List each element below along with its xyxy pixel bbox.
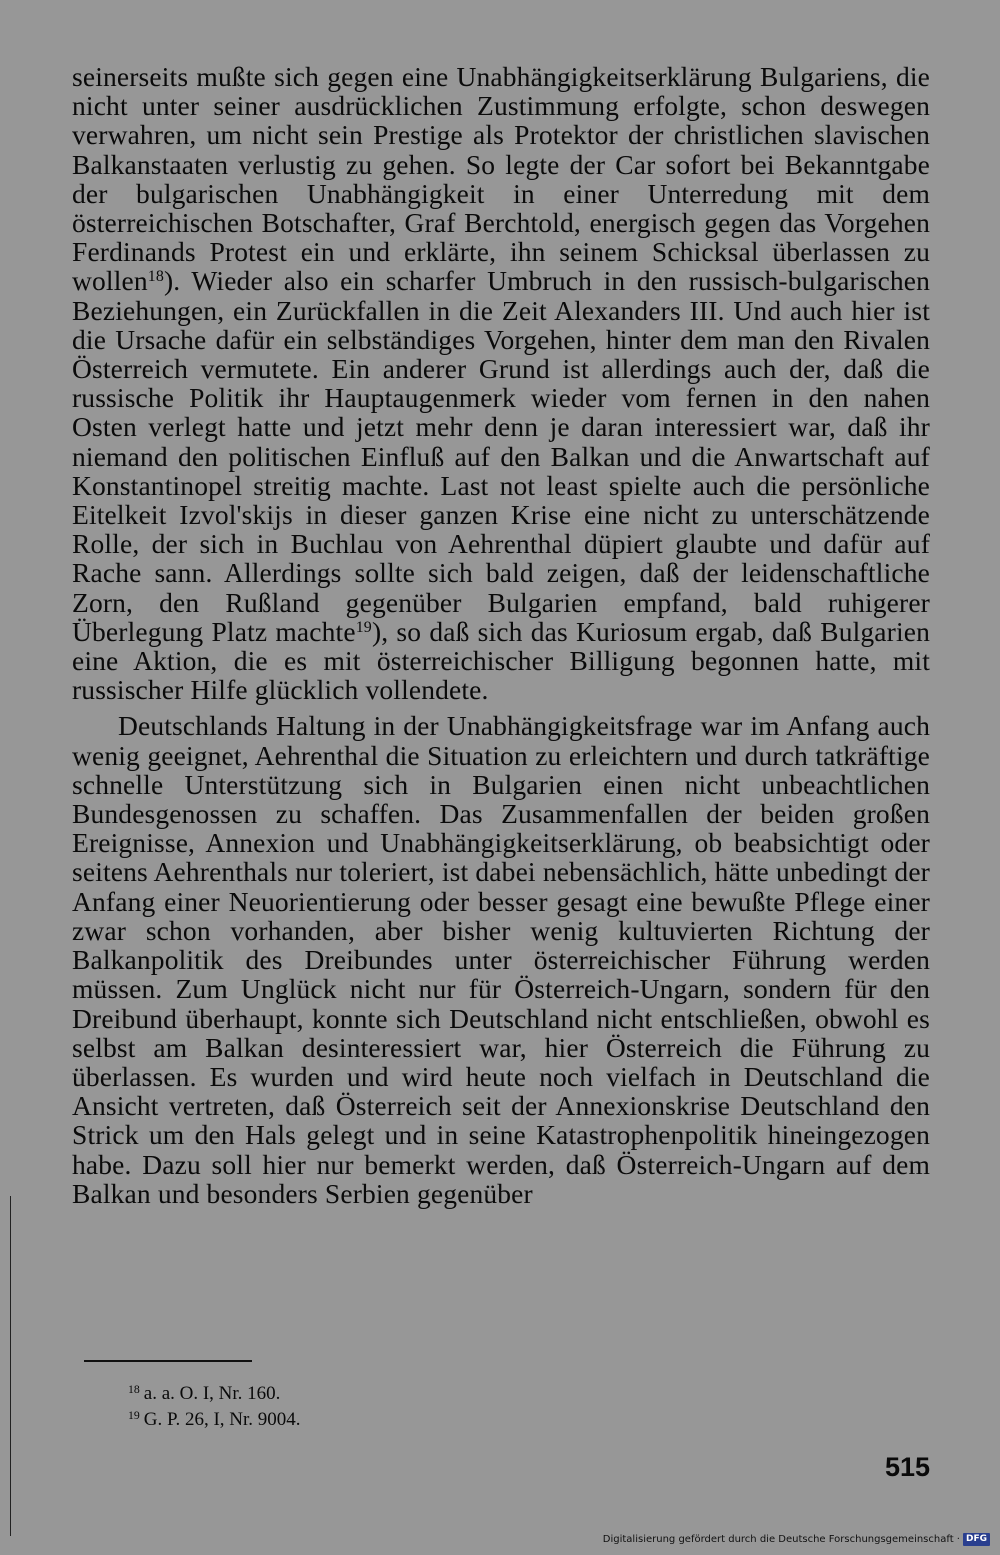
footnote-separator	[84, 1360, 252, 1362]
footnote-18	[128, 1381, 301, 1407]
digitization-credit	[603, 1531, 990, 1547]
paragraph-1-part-1: seinerseits mußte sich gegen eine Unabhängigkeitserklärung Bulgariens, die nicht unter seiner ausdrücklichen Zustimmung erfolgte, schon deswegen verwahren, um nicht sein Prestige als Protektor der christlichen slavischen Balkanstaaten verlustig zu gehen. So legte der Car sofort bei Bekanntgabe der bulgarischen Unabhängigkeit in einer Unterredung mit dem österreichischen Botschafter, Graf Berchtold, energisch gegen das Vorgehen Ferdinands Protest ein und erklärte, ihn seinem Schicksal überlassen zu wollen	[72, 61, 930, 297]
footnote-ref-19[interactable]: 19	[355, 619, 372, 637]
paragraph-2: Deutschlands Haltung in der Unabhängigkeitsfrage war im Anfang auch wenig geeignet, Aehrenthal die Situation zu erleichtern und durch tatkräftige schnelle Unterstützung sich in Bulgarien einen nicht unbeachtlichen Bundesgenossen zu schaffen. Das Zusammenfallen der beiden großen Ereignisse, Annexion und Unabhängigkeitserklärung, ob beabsichtigt oder seitens Aehrenthals nur toleriert, ist dabei nebensächlich, hätte unbedingt der Anfang einer Neuorientierung oder besser gesagt eine bewußte Pflege einer zwar schon vorhanden, aber bisher wenig kultuvierten Richtung der Balkanpolitik des Dreibundes unter österreichischer Führung werden müssen. Zum Unglück nicht nur für Österreich-Ungarn, sondern für den Dreibund überhaupt, konnte sich Deutschland nicht entschließen, obwohl es selbst am Balkan desinteressiert war, hier Österreich die Führung zu überlassen. Es wurden und wird heute noch vielfach in Deutschland die Ansicht vertreten, daß Österreich seit der Annexionskrise Deutschland den Strick um den Hals gelegt und in seine Katastrophenpolitik hineingezogen habe. Dazu soll hier nur bemerkt werden, daß Österreich-Ungarn auf dem Balkan und besonders Serbien gegenüber	[72, 710, 930, 1209]
scan-edge-line	[10, 1196, 11, 1536]
footnote-19	[128, 1407, 301, 1433]
paragraph-1-part-2: ). Wieder also ein scharfer Umbruch in den russisch-bulgarischen Beziehungen, ein Zurückfallen in die Zeit Alexanders III. Und auch hier ist die Ursache dafür ein selbständiges Vorgehen, hinter dem man den Rivalen Österreich vermutete. Ein anderer Grund ist allerdings auch der, daß die russische Politik ihr Hauptaugenmerk wieder vom fernen in den nahen Osten verlegt hatte und jetzt mehr denn je daran interessiert war, daß ihr niemand den politischen Einfluß auf den Balkan und die Anwartschaft auf Konstantinopel streitig machte. Last not least spielte auch die persönliche Eitelkeit Izvol'skijs in dieser ganzen Krise eine nicht zu unterschätzende Rolle, der sich in Buchlau von Aehrenthal düpiert glaubte und dafür auf Rache sann. Allerdings sollte sich bald zeigen, daß der leidenschaftliche Zorn, den Rußland gegenüber Bulgarien empfand, bald ruhigerer Überlegung Platz machte	[72, 265, 930, 647]
footnote-text: G. P. 26, I, Nr. 9004.	[143, 1409, 301, 1430]
paragraph-1	[72, 62, 930, 704]
main-text	[72, 62, 930, 1208]
footnote-text: a. a. O. I, Nr. 160.	[143, 1383, 281, 1404]
credit-text: Digitalisierung gefördert durch die Deutsche Forschungsgemeinschaft ·	[602, 1533, 960, 1545]
footnote-ref-18[interactable]: 18	[147, 268, 164, 286]
page-number: 515	[884, 1452, 930, 1482]
paragraph-1-part-3: ), so daß sich das Kuriosum ergab, daß Bulgarien eine Aktion, die es mit österreichischer Billigung begonnen hatte, mit russischer Hilfe glücklich vollendete.	[72, 615, 930, 706]
footnote-number: 19	[128, 1408, 140, 1422]
footnote-number: 18	[128, 1382, 140, 1396]
footnotes	[128, 1381, 301, 1433]
dfg-logo: DFG	[963, 1533, 990, 1546]
